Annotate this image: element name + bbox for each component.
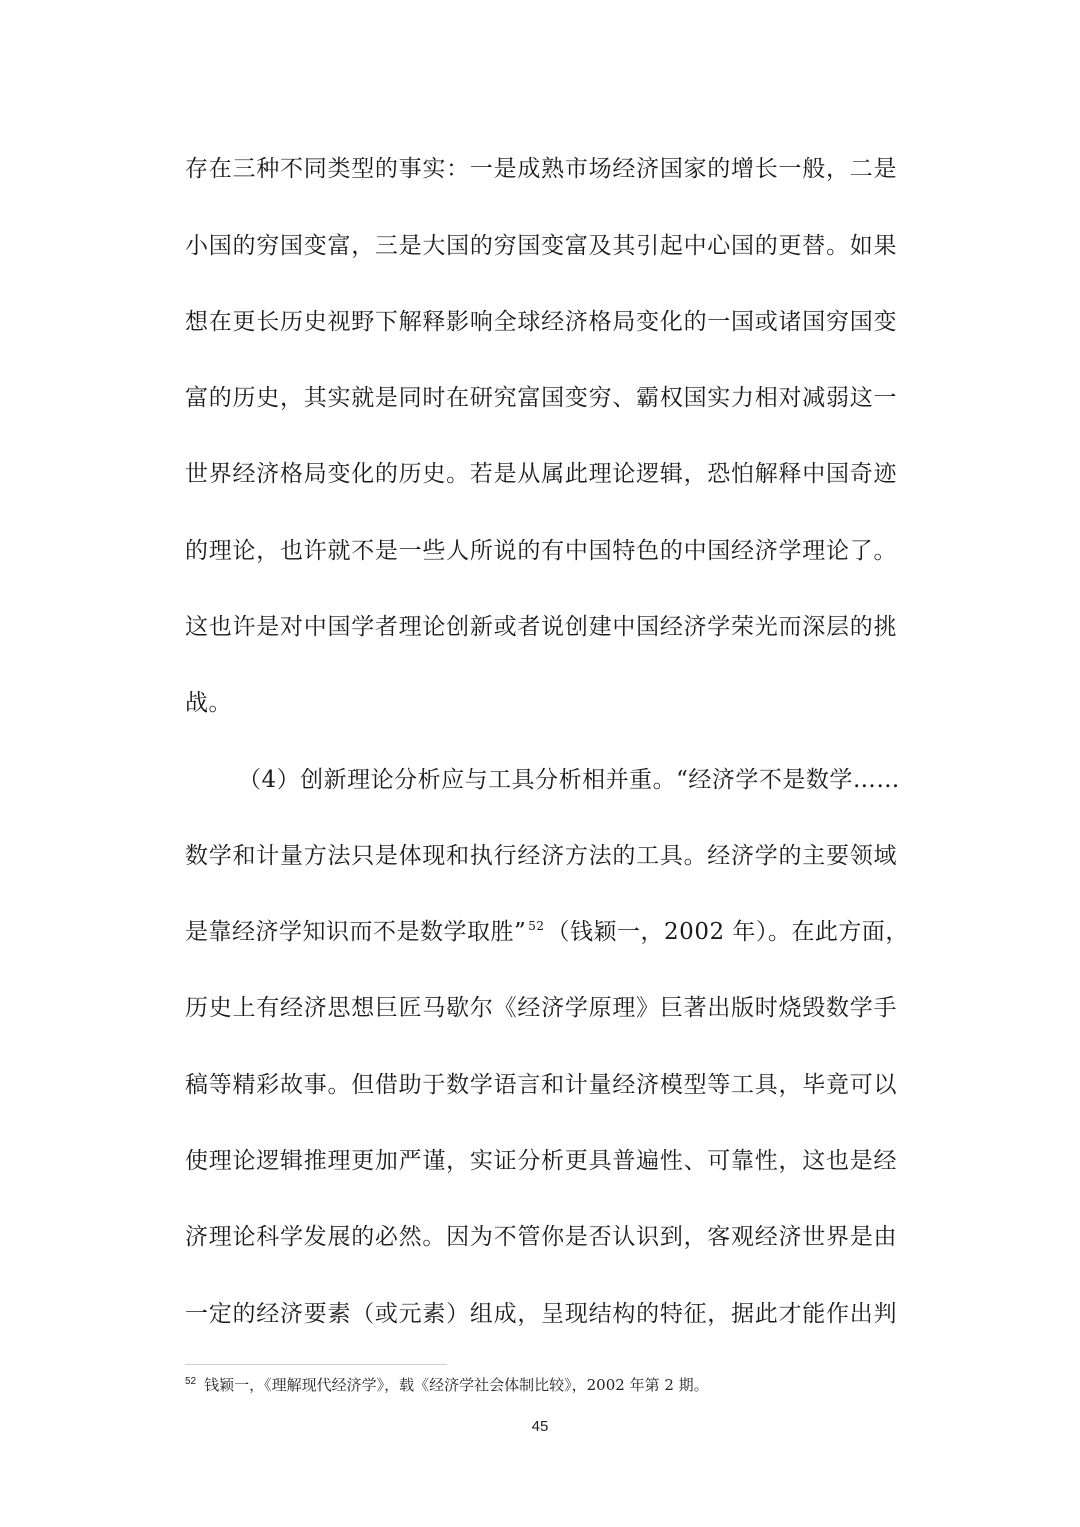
text-line-with-note xyxy=(185,916,909,948)
text-segment: （钱颖一，2002 年）。在此方面， xyxy=(546,919,909,945)
text-line: 济理论科学发展的必然。因为不管你是否认识到，客观经济世界是由 xyxy=(185,1224,897,1250)
text-segment: 是靠经济学知识而不是数学取胜” xyxy=(185,919,527,945)
page-number: 45 xyxy=(531,1418,549,1435)
text-line: 稿等精彩故事。但借助于数学语言和计量经济模型等工具，毕竟可以 xyxy=(185,1072,897,1098)
footnote xyxy=(185,1374,897,1396)
text-line: 富的历史，其实就是同时在研究富国变穷、霸权国实力相对减弱这一 xyxy=(185,385,897,411)
text-line: 想在更长历史视野下解释影响全球经济格局变化的一国或诸国穷国变 xyxy=(185,309,897,335)
text-line: 数学和计量方法只是体现和执行经济方法的工具。经济学的主要领域 xyxy=(185,843,897,869)
text-line: 存在三种不同类型的事实：一是成熟市场经济国家的增长一般，二是 xyxy=(185,156,897,182)
footnote-text: 钱颖一，《理解现代经济学》，载《经济学社会体制比较》，2002 年第 2 期。 xyxy=(204,1376,709,1394)
footnote-reference[interactable]: 52 xyxy=(528,919,545,934)
text-line-indented: （4）创新理论分析应与工具分析相并重。“经济学不是数学…… xyxy=(238,767,900,793)
text-line: 战。 xyxy=(185,690,232,716)
text-line: 历史上有经济思想巨匠马歇尔《经济学原理》巨著出版时烧毁数学手 xyxy=(185,995,897,1021)
text-line: 一定的经济要素（或元素）组成，呈现结构的特征，据此才能作出判 xyxy=(185,1301,897,1327)
text-line: 使理论逻辑推理更加严谨，实证分析更具普遍性、可靠性，这也是经 xyxy=(185,1148,897,1174)
text-line: 世界经济格局变化的历史。若是从属此理论逻辑，恐怕解释中国奇迹 xyxy=(185,461,897,487)
footnote-mark: 52 xyxy=(185,1376,197,1387)
text-line: 的理论，也许就不是一些人所说的有中国特色的中国经济学理论了。 xyxy=(185,538,897,564)
text-line: 小国的穷国变富，三是大国的穷国变富及其引起中心国的更替。如果 xyxy=(185,233,897,259)
text-line: 这也许是对中国学者理论创新或者说创建中国经济学荣光而深层的挑 xyxy=(185,614,897,640)
footnote-divider xyxy=(185,1364,447,1365)
